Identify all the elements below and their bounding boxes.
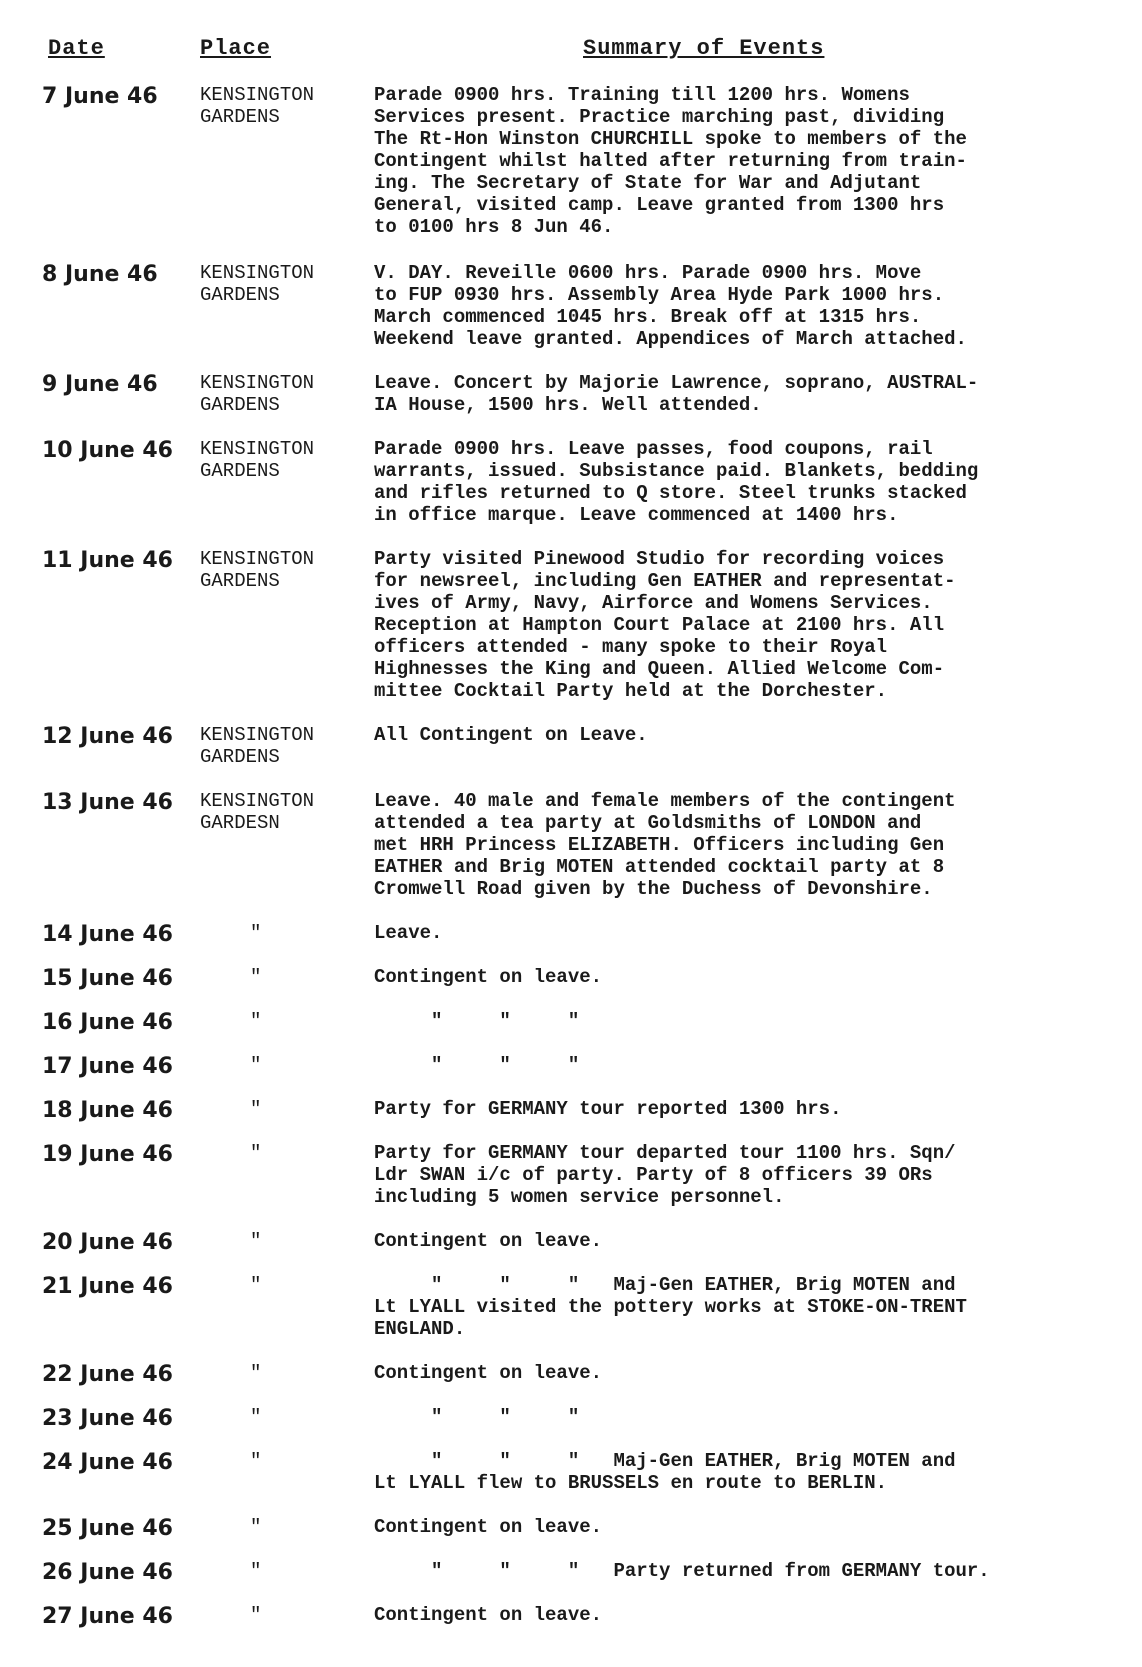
entry-summary: Contingent on leave.: [374, 1230, 603, 1252]
entry-date: 22 June 46: [42, 1362, 173, 1387]
entry-date: 19 June 46: [42, 1142, 173, 1167]
entry-date: 13 June 46: [42, 790, 173, 815]
entry-date: 26 June 46: [42, 1560, 173, 1585]
entry-place: ": [250, 1098, 262, 1120]
entry-date: 16 June 46: [42, 1010, 173, 1035]
entry-place: KENSINGTON GARDENS: [200, 438, 315, 482]
entry-date: 10 June 46: [42, 438, 173, 463]
entry-date: 24 June 46: [42, 1450, 173, 1475]
entry-place: ": [250, 1406, 262, 1428]
entry-place: ": [250, 1142, 262, 1164]
entry-summary: Contingent on leave.: [374, 966, 603, 988]
entry-date: 9 June 46: [42, 372, 158, 397]
entry-summary: " " ": [374, 1054, 580, 1076]
entry-date: 7 June 46: [42, 84, 158, 109]
entry-summary: Parade 0900 hrs. Training till 1200 hrs. Womens Services present. Practice marching past, dividing The Rt-Hon Winston CHURCHILL spoke to members of the Contingent whilst halted after returning from train- ing. The Secretary of State for War and Adjutant General, visited camp. Leave granted from 1300 hrs to 0100 hrs 8 Jun 46.: [374, 84, 967, 238]
entry-summary: " " " Maj-Gen EATHER, Brig MOTEN and Lt LYALL flew to BRUSSELS en route to BERLIN.: [374, 1450, 956, 1494]
entry-summary: Contingent on leave.: [374, 1516, 603, 1538]
entry-place: ": [250, 1516, 262, 1538]
entry-summary: " " " Maj-Gen EATHER, Brig MOTEN and Lt LYALL visited the pottery works at STOKE-ON-TRENT ENGLAND.: [374, 1274, 967, 1340]
entry-place: ": [250, 1010, 262, 1032]
entry-date: 17 June 46: [42, 1054, 173, 1079]
entry-date: 12 June 46: [42, 724, 173, 749]
entry-place: ": [250, 1450, 262, 1472]
header-place: Place: [200, 36, 272, 61]
entry-place: KENSINGTON GARDENS: [200, 724, 315, 768]
entry-date: 23 June 46: [42, 1406, 173, 1431]
entry-summary: All Contingent on Leave.: [374, 724, 648, 746]
entry-summary: " " ": [374, 1406, 580, 1428]
entry-place: ": [250, 1362, 262, 1384]
entry-summary: Party for GERMANY tour departed tour 1100 hrs. Sqn/ Ldr SWAN i/c of party. Party of 8 officers 39 ORs including 5 women service personnel.: [374, 1142, 956, 1208]
header-summary: Summary of Events: [583, 36, 825, 61]
entry-date: 27 June 46: [42, 1604, 173, 1629]
entry-date: 20 June 46: [42, 1230, 173, 1255]
entry-place: ": [250, 1274, 262, 1296]
entry-date: 14 June 46: [42, 922, 173, 947]
entry-date: 21 June 46: [42, 1274, 173, 1299]
entry-summary: V. DAY. Reveille 0600 hrs. Parade 0900 hrs. Move to FUP 0930 hrs. Assembly Area Hyde Park 1000 hrs. March commenced 1045 hrs. Break off at 1315 hrs. Weekend leave granted. Appendices of March attached.: [374, 262, 967, 350]
entry-place: ": [250, 1054, 262, 1076]
entry-date: 25 June 46: [42, 1516, 173, 1541]
entry-date: 11 June 46: [42, 548, 173, 573]
entry-date: 8 June 46: [42, 262, 158, 287]
entry-place: ": [250, 966, 262, 988]
entry-summary: Leave. Concert by Majorie Lawrence, soprano, AUSTRAL- IA House, 1500 hrs. Well attended.: [374, 372, 979, 416]
entry-place: ": [250, 1230, 262, 1252]
entry-summary: Parade 0900 hrs. Leave passes, food coupons, rail warrants, issued. Subsistance paid. Blankets, bedding and rifles returned to Q store. Steel trunks stacked in office marque. Leave commenced at 1400 hrs.: [374, 438, 979, 526]
entry-place: KENSINGTON GARDENS: [200, 548, 315, 592]
entry-place: KENSINGTON GARDESN: [200, 790, 315, 834]
entry-date: 15 June 46: [42, 966, 173, 991]
entry-summary: Party for GERMANY tour reported 1300 hrs.: [374, 1098, 842, 1120]
entry-summary: Contingent on leave.: [374, 1604, 603, 1626]
entry-summary: " " " Party returned from GERMANY tour.: [374, 1560, 990, 1582]
entry-summary: Contingent on leave.: [374, 1362, 603, 1384]
entry-place: KENSINGTON GARDENS: [200, 84, 315, 128]
entry-place: KENSINGTON GARDENS: [200, 372, 315, 416]
entry-date: 18 June 46: [42, 1098, 173, 1123]
entry-summary: Party visited Pinewood Studio for recording voices for newsreel, including Gen EATHER and representat- ives of Army, Navy, Airforce and Womens Services. Reception at Hampton Court Palace at 2100 hrs. All officers attended - many spoke to their Royal Highnesses the King and Queen. Allied Welcome Com- mittee Cocktail Party held at the Dorchester.: [374, 548, 956, 702]
entry-summary: Leave. 40 male and female members of the contingent attended a tea party at Goldsmiths of LONDON and met HRH Princess ELIZABETH. Officers including Gen EATHER and Brig MOTEN attended cocktail party at 8 Cromwell Road given by the Duchess of Devonshire.: [374, 790, 956, 900]
entry-place: KENSINGTON GARDENS: [200, 262, 315, 306]
entry-summary: Leave.: [374, 922, 443, 944]
entry-place: ": [250, 1604, 262, 1626]
entry-summary: " " ": [374, 1010, 580, 1032]
header-date: Date: [48, 36, 105, 61]
entry-place: ": [250, 922, 262, 944]
entry-place: ": [250, 1560, 262, 1582]
